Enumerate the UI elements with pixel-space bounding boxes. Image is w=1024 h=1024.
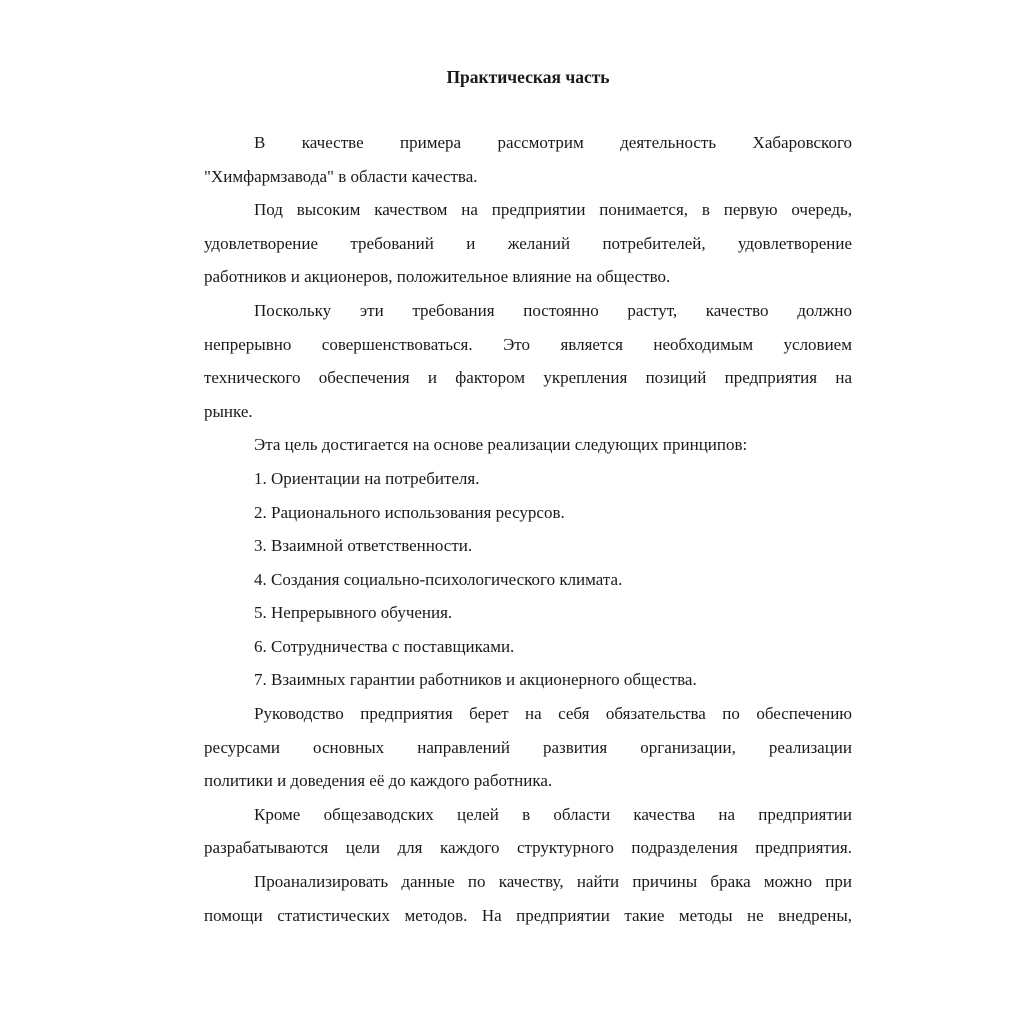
text-line: Поскольку эти требования постоянно растут, качество должно bbox=[254, 301, 852, 320]
text-line: В качестве примера рассмотрим деятельность Хабаровского bbox=[254, 133, 852, 152]
text-line: помощи статистических методов. На предприятии такие методы не внедрены, bbox=[204, 906, 852, 925]
text-line: Проанализировать данные по качеству, найти причины брака можно при bbox=[254, 872, 852, 891]
text-line: Кроме общезаводских целей в области качества на предприятии bbox=[254, 805, 852, 824]
text-line: технического обеспечения и фактором укрепления позиций предприятия на bbox=[204, 368, 852, 387]
text-line: ресурсами основных направлений развития организации, реализации bbox=[204, 738, 852, 757]
text-line: Эта цель достигается на основе реализации следующих принципов: bbox=[254, 435, 748, 454]
text-line: политики и доведения её до каждого работника. bbox=[204, 771, 553, 790]
text-line: Руководство предприятия берет на себя обязательства по обеспечению bbox=[254, 704, 852, 723]
list-item: 7. Взаимных гарантии работников и акционерного общества. bbox=[254, 670, 697, 689]
text-line: рынке. bbox=[204, 402, 253, 421]
text-line: работников и акционеров, положительное влияние на общество. bbox=[204, 267, 671, 286]
text-line: "Химфармзавода" в области качества. bbox=[204, 167, 478, 186]
list-item: 5. Непрерывного обучения. bbox=[254, 603, 453, 622]
list-item: 6. Сотрудничества с поставщиками. bbox=[254, 637, 515, 656]
text-line: непрерывно совершенствоваться. Это является необходимым условием bbox=[204, 335, 852, 354]
text-line: удовлетворение требований и желаний потребителей, удовлетворение bbox=[204, 234, 852, 253]
list-item: 2. Рационального использования ресурсов. bbox=[254, 503, 565, 522]
list-item: 3. Взаимной ответственности. bbox=[254, 536, 473, 555]
page-title: Практическая часть bbox=[446, 67, 610, 87]
list-item: 1. Ориентации на потребителя. bbox=[254, 469, 480, 488]
text-line: Под высоким качеством на предприятии понимается, в первую очередь, bbox=[254, 200, 852, 219]
text-line: разрабатываются цели для каждого структурного подразделения предприятия. bbox=[204, 838, 852, 857]
list-item: 4. Создания социально-психологического климата. bbox=[254, 570, 623, 589]
